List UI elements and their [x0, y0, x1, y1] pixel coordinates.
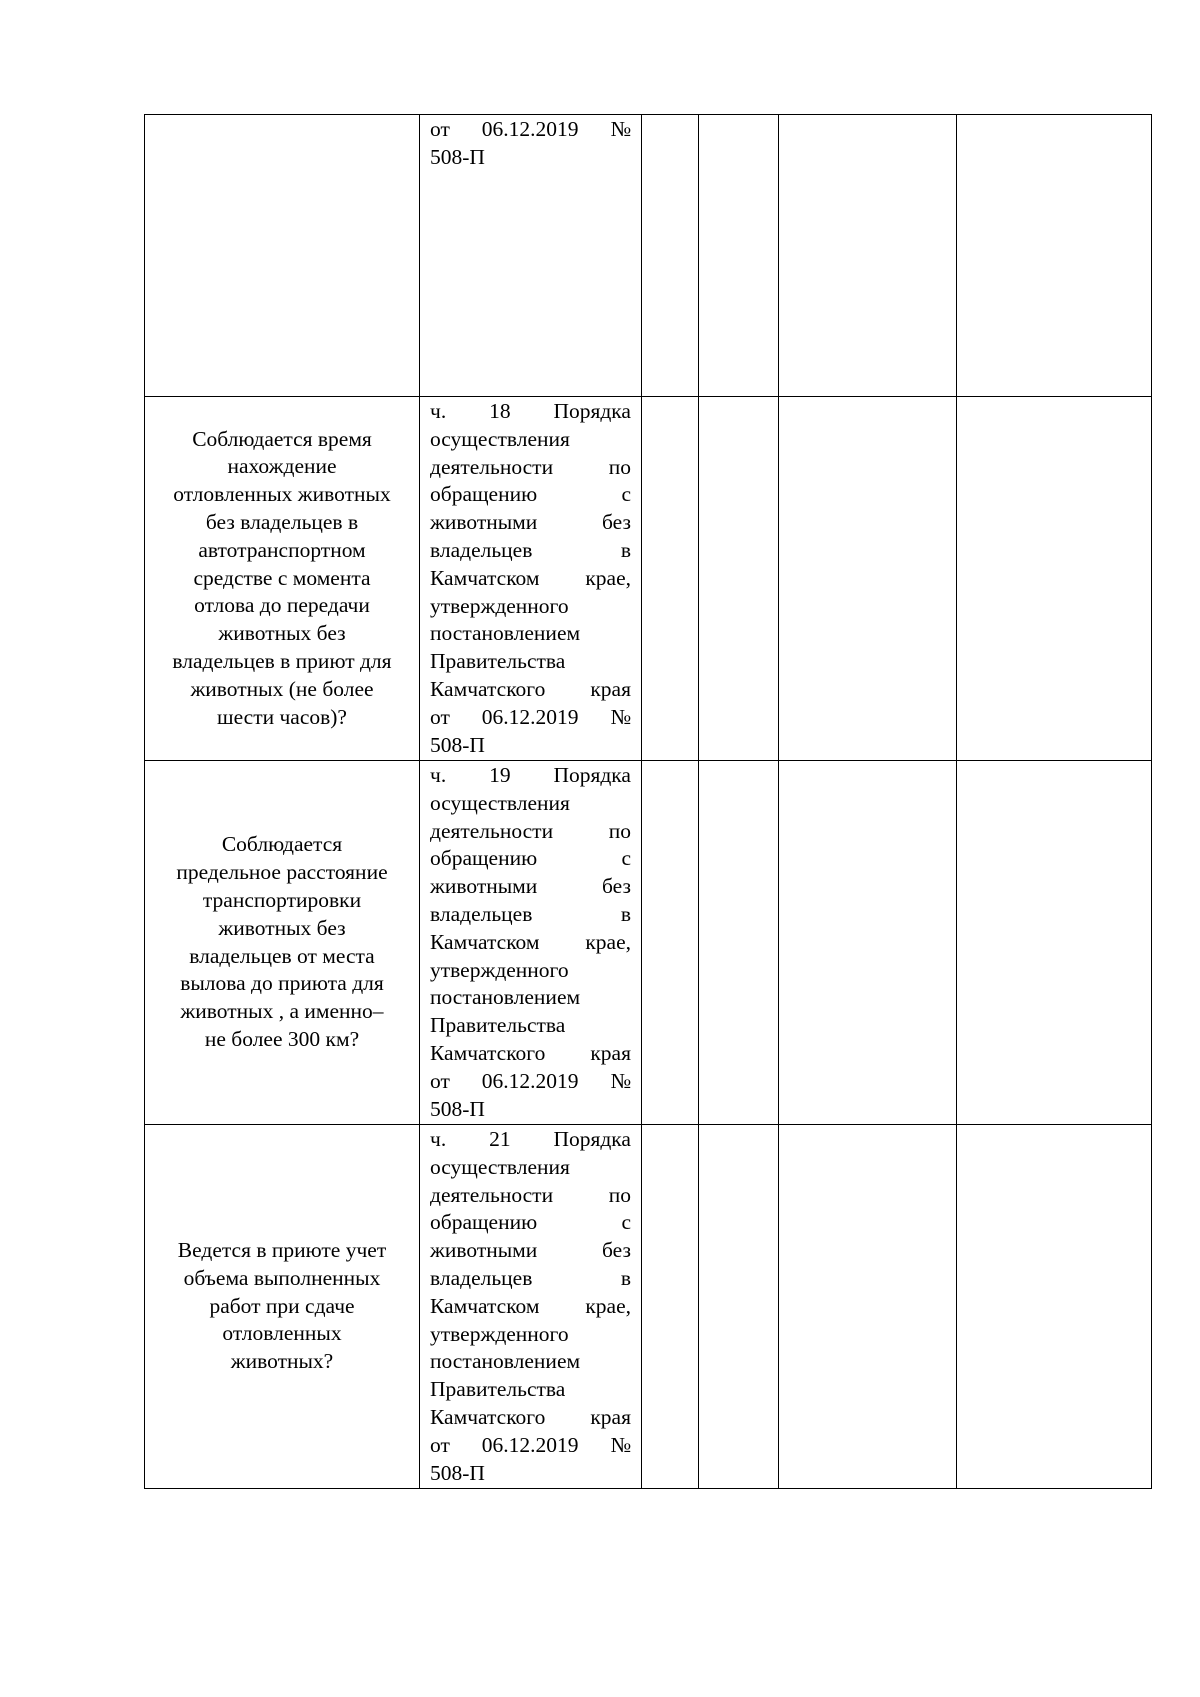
reference-line — [430, 1237, 631, 1265]
reference-word: Порядка — [553, 399, 631, 423]
answer-yes-cell — [642, 397, 699, 761]
reference-line — [430, 509, 631, 537]
reference-line — [430, 1432, 631, 1460]
reference-word: животными — [430, 1238, 538, 1263]
question-text: Соблюдается предельное расстояние транспортировки животных без владельцев от места вылова до приюта для животных , а именно– не более 300 км? — [176, 832, 388, 1051]
not-applicable-cell — [779, 1125, 957, 1489]
reference-line — [430, 1265, 631, 1293]
reference-word: Порядка — [553, 763, 631, 787]
reference-line — [430, 454, 631, 482]
reference-word: утвержденного — [430, 1321, 569, 1346]
reference-word: в — [620, 1265, 631, 1290]
reference-line — [430, 398, 631, 426]
table-row — [145, 761, 1152, 1125]
question-text: Ведется в приюте учет объема выполненных работ при сдаче отловленных животных? — [177, 1238, 387, 1374]
reference-line — [430, 1321, 631, 1349]
reference-line — [430, 1376, 631, 1404]
reference-word: 508-П — [430, 732, 485, 757]
answer-yes-cell — [642, 761, 699, 1125]
checklist-table — [144, 114, 1152, 1489]
not-applicable-cell — [779, 397, 957, 761]
reference-word: крае, — [585, 1293, 631, 1318]
reference-word: по — [608, 818, 631, 843]
reference-word: животными — [430, 510, 538, 535]
reference-word: ч. — [430, 399, 447, 423]
reference-line — [430, 676, 631, 704]
question-text: Соблюдается время нахождение отловленных животных без владельцев в автотранспортном средстве с момента отлова до передачи животных без владельцев в приют для животных (не более шести часов)? — [172, 426, 392, 729]
reference-word: деятельности — [430, 454, 554, 479]
answer-no-cell — [699, 397, 779, 761]
reference-line — [430, 1012, 631, 1040]
question-cell — [145, 761, 420, 1125]
question-cell — [145, 397, 420, 761]
reference-line — [430, 1126, 631, 1154]
reference-line — [430, 873, 631, 901]
reference-line — [430, 845, 631, 873]
reference-word: владельцев — [430, 901, 533, 926]
legal-reference-cell — [420, 397, 642, 761]
reference-line — [430, 1404, 631, 1432]
reference-line — [430, 957, 631, 985]
reference-word: постановлением — [430, 1349, 581, 1374]
reference-line — [430, 593, 631, 621]
reference-line — [430, 984, 631, 1012]
reference-line — [430, 1348, 631, 1376]
legal-reference-cell — [420, 115, 642, 397]
reference-word: осуществления — [430, 790, 570, 815]
legal-reference-cell — [420, 1125, 642, 1489]
reference-line — [430, 426, 631, 454]
reference-word: постановлением — [430, 621, 581, 646]
reference-line — [430, 818, 631, 846]
reference-line — [430, 1293, 631, 1321]
reference-word: Порядка — [553, 1127, 631, 1151]
reference-line — [430, 144, 631, 172]
reference-word: 508-П — [430, 144, 485, 169]
reference-word: 06.12.2019 — [481, 704, 579, 729]
reference-word: Правительства — [430, 1377, 566, 1402]
notes-cell — [957, 1125, 1152, 1489]
notes-cell — [957, 397, 1152, 761]
reference-line — [430, 762, 631, 790]
reference-word: 18 — [489, 399, 511, 423]
reference-word: животными — [430, 874, 538, 899]
reference-word: Правительства — [430, 1013, 566, 1038]
reference-line — [430, 704, 631, 732]
reference-word: 508-П — [430, 1096, 485, 1121]
reference-line — [430, 648, 631, 676]
reference-word: 21 — [489, 1127, 511, 1151]
reference-word: с — [621, 482, 631, 507]
reference-line — [430, 901, 631, 929]
reference-word: Камчатского — [430, 676, 546, 701]
not-applicable-cell — [779, 115, 957, 397]
reference-word: обращению — [430, 482, 538, 507]
reference-word: № — [610, 1068, 631, 1093]
reference-word: Правительства — [430, 649, 566, 674]
table-row — [145, 115, 1152, 397]
reference-word: владельцев — [430, 537, 533, 562]
reference-word: ч. — [430, 1127, 447, 1151]
reference-word: крае, — [585, 929, 631, 954]
reference-word: ч. — [430, 763, 447, 787]
reference-word: в — [620, 901, 631, 926]
reference-word: деятельности — [430, 818, 554, 843]
reference-word: 06.12.2019 — [481, 117, 579, 141]
answer-no-cell — [699, 761, 779, 1125]
reference-word: от — [430, 117, 450, 141]
reference-word: Камчатского — [430, 1404, 546, 1429]
reference-line — [430, 116, 631, 144]
reference-word: с — [621, 846, 631, 871]
reference-word: от — [430, 1068, 450, 1093]
reference-line — [430, 732, 631, 760]
reference-line — [430, 929, 631, 957]
reference-word: края — [590, 1404, 631, 1429]
reference-word: края — [590, 676, 631, 701]
reference-word: без — [602, 510, 631, 535]
reference-word: утвержденного — [430, 957, 569, 982]
reference-line — [430, 1068, 631, 1096]
reference-word: утвержденного — [430, 593, 569, 618]
reference-line — [430, 565, 631, 593]
reference-line — [430, 481, 631, 509]
reference-word: Камчатского — [430, 1040, 546, 1065]
reference-word: с — [621, 1210, 631, 1235]
reference-line — [430, 1182, 631, 1210]
answer-yes-cell — [642, 1125, 699, 1489]
reference-word: от — [430, 704, 450, 729]
reference-word: 508-П — [430, 1460, 485, 1485]
reference-word: осуществления — [430, 1154, 570, 1179]
question-cell — [145, 115, 420, 397]
reference-line — [430, 1460, 631, 1488]
reference-word: владельцев — [430, 1265, 533, 1290]
reference-word: Камчатском — [430, 565, 540, 590]
reference-line — [430, 620, 631, 648]
reference-word: деятельности — [430, 1182, 554, 1207]
reference-word: без — [602, 874, 631, 899]
reference-word: по — [608, 454, 631, 479]
reference-line — [430, 790, 631, 818]
reference-word: обращению — [430, 846, 538, 871]
question-cell — [145, 1125, 420, 1489]
reference-word: постановлением — [430, 985, 581, 1010]
reference-word: от — [430, 1432, 450, 1457]
reference-word: 19 — [489, 763, 511, 787]
reference-word: Камчатском — [430, 929, 540, 954]
answer-no-cell — [699, 1125, 779, 1489]
reference-word: № — [610, 704, 631, 729]
notes-cell — [957, 761, 1152, 1125]
reference-word: в — [620, 537, 631, 562]
not-applicable-cell — [779, 761, 957, 1125]
reference-word: по — [608, 1182, 631, 1207]
reference-word: осуществления — [430, 426, 570, 451]
reference-word: без — [602, 1238, 631, 1263]
reference-line — [430, 1209, 631, 1237]
legal-reference-cell — [420, 761, 642, 1125]
reference-line — [430, 1154, 631, 1182]
reference-word: крае, — [585, 565, 631, 590]
reference-line — [430, 537, 631, 565]
table-row — [145, 397, 1152, 761]
reference-word: 06.12.2019 — [481, 1068, 579, 1093]
notes-cell — [957, 115, 1152, 397]
reference-word: обращению — [430, 1210, 538, 1235]
reference-line — [430, 1096, 631, 1124]
reference-word: № — [610, 1432, 631, 1457]
reference-word: № — [610, 117, 631, 141]
reference-word: 06.12.2019 — [481, 1432, 579, 1457]
table-row — [145, 1125, 1152, 1489]
reference-line — [430, 1040, 631, 1068]
answer-no-cell — [699, 115, 779, 397]
answer-yes-cell — [642, 115, 699, 397]
reference-word: края — [590, 1040, 631, 1065]
reference-word: Камчатском — [430, 1293, 540, 1318]
